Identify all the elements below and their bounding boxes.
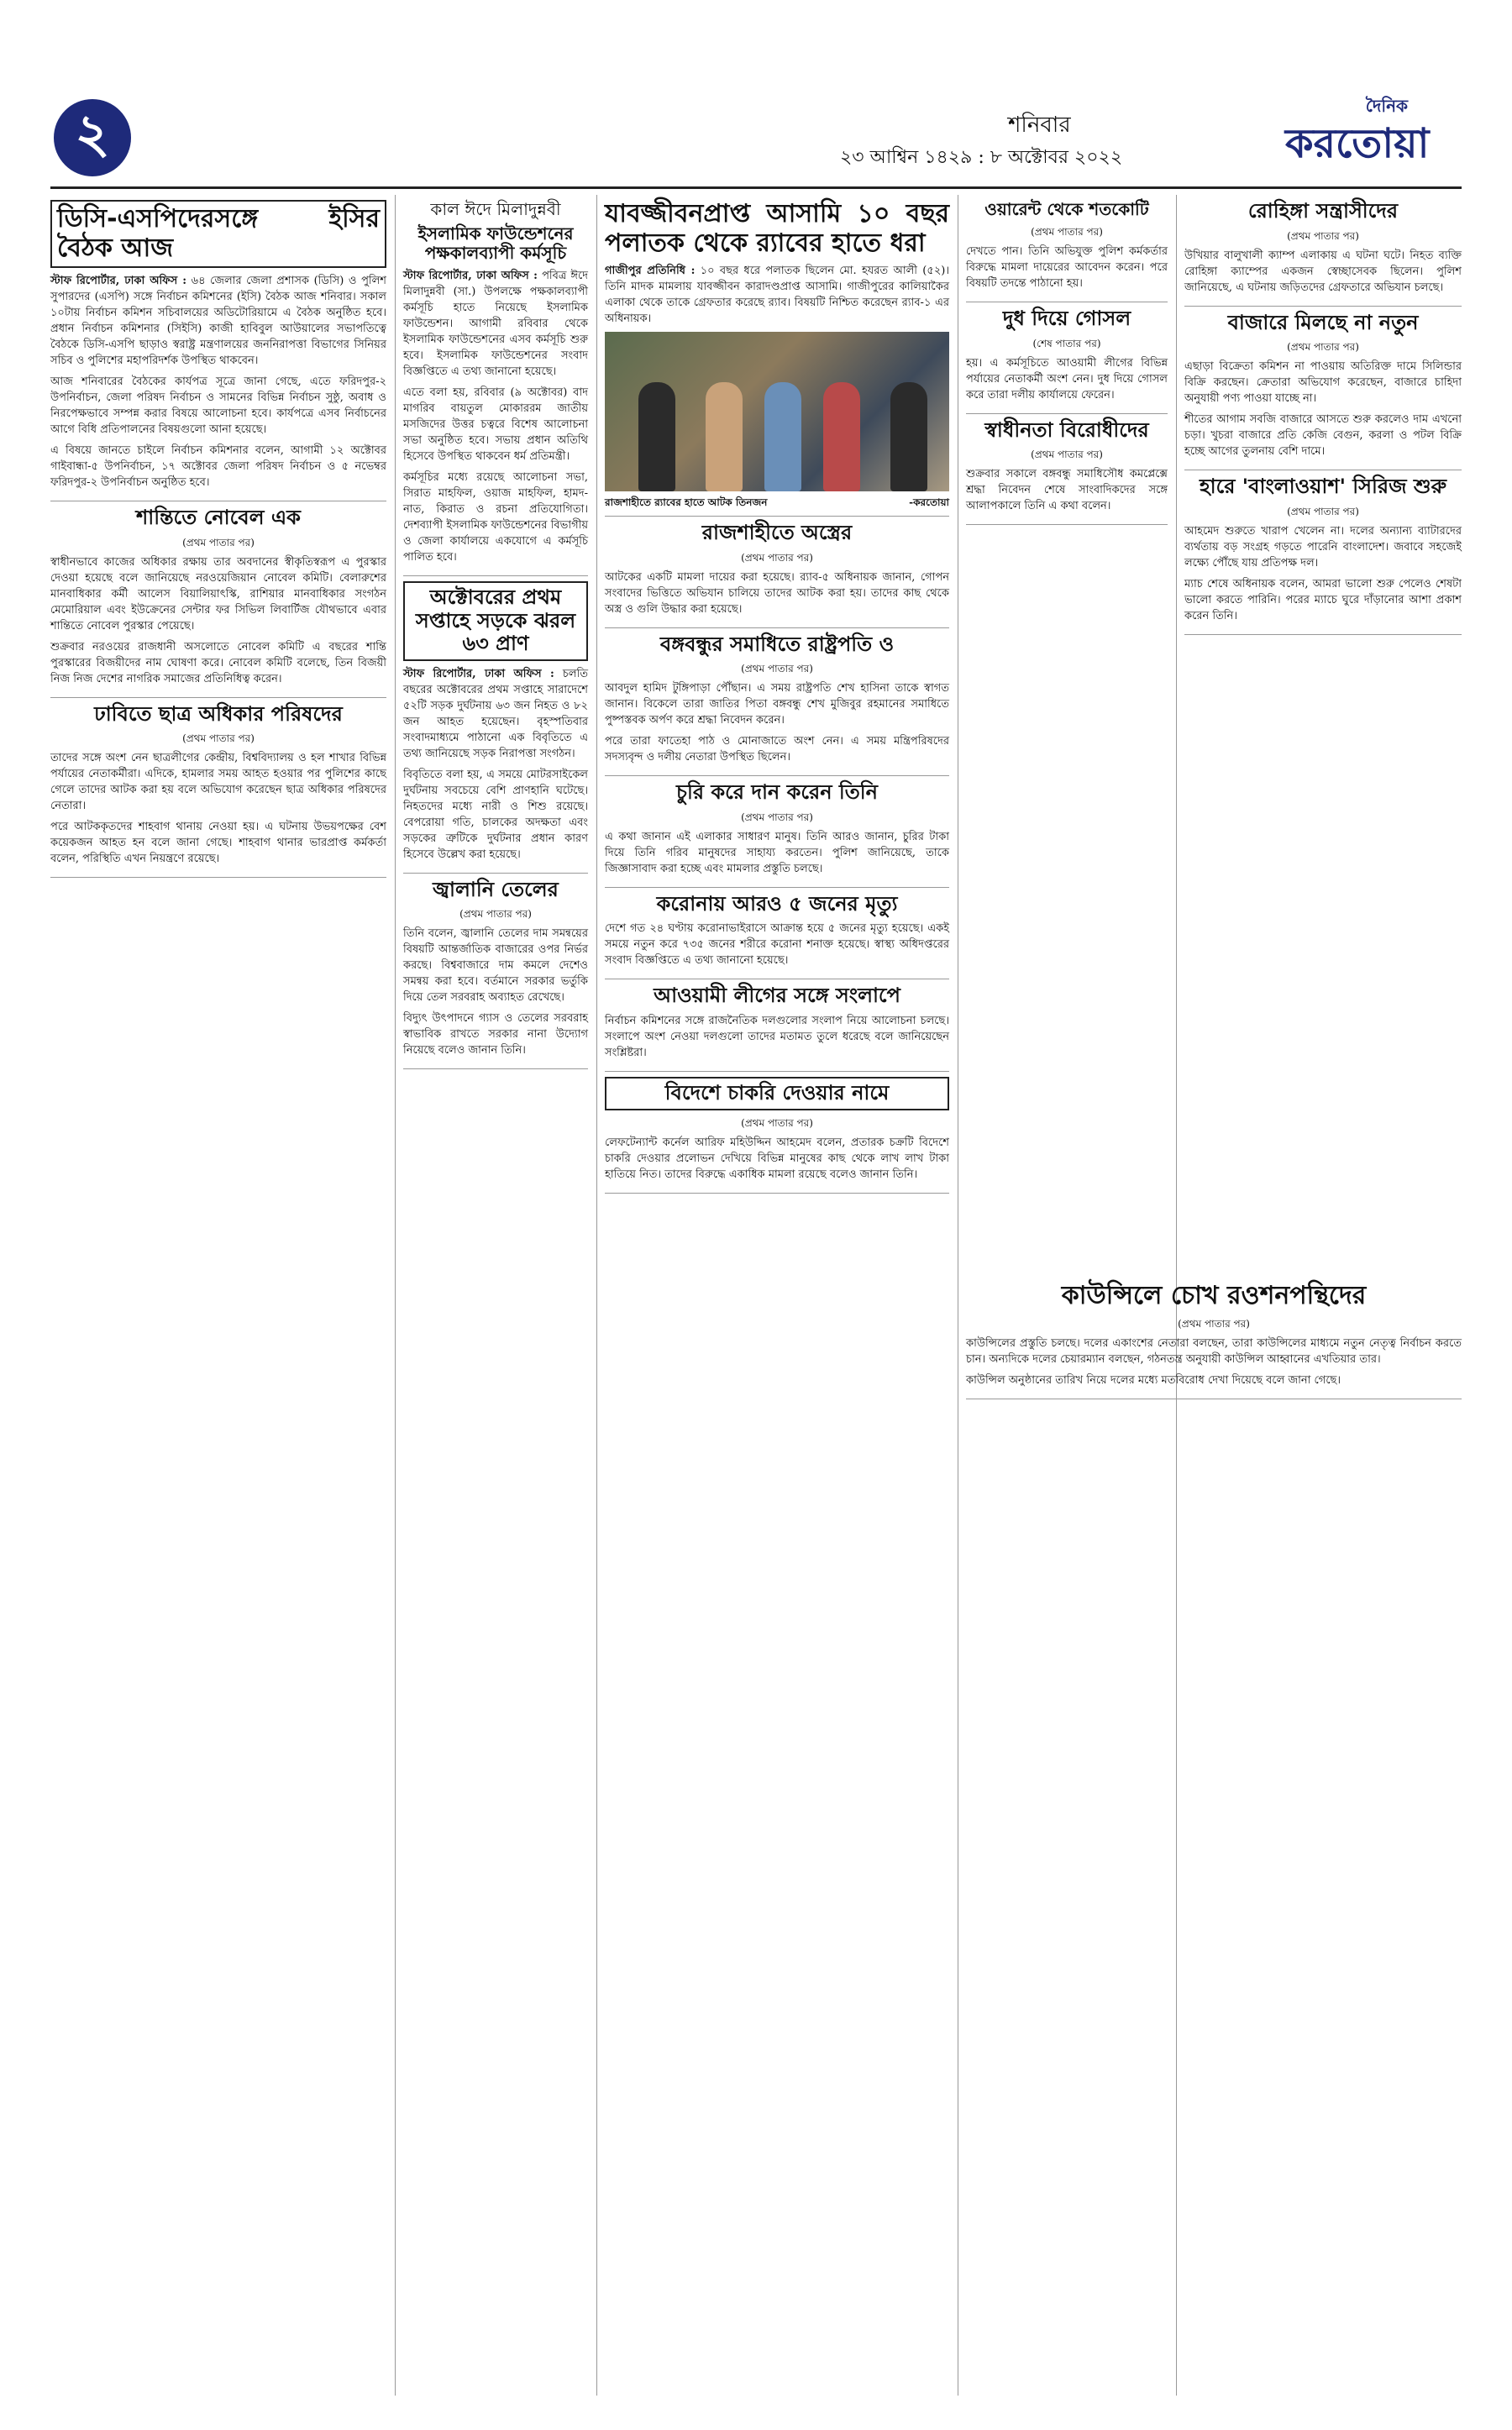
continuation-note: (শেষ পাতার পর) xyxy=(1032,337,1101,349)
column-divider xyxy=(596,195,597,2396)
issue-date: ২৩ আশ্বিন ১৪২৯ : ৮ অক্টোবর ২০২২ xyxy=(840,147,1123,168)
paragraph: শীতের আগাম সবজি বাজারে আসতে শুরু করলেও দাম এখনো চড়া। খুচরা বাজারে প্রতি কেজি বেগুন, করলা ও পটল বিক্রি হচ্ছে আগের তুলনায় বেশি দামে। xyxy=(1184,413,1462,459)
paragraph: উখিয়ার বালুখালী ক্যাম্প এলাকায় এ ঘটনা ঘটে। নিহত ব্যক্তি রোহিঙ্গা ক্যাম্পের একজন স্বেচ্ছাসেবক ছিলেন। পুলিশ জানিয়েছে, এ ঘটনায় জড়িতদের গ্রেফতারে অভিযান চলছে। xyxy=(1184,249,1462,294)
continuation-note: (প্রথম পাতার পর) xyxy=(741,551,813,564)
column-1 xyxy=(50,195,386,883)
headline: স্বাধীনতা বিরোধীদের xyxy=(984,417,1149,442)
headline: শান্তিতে নোবেল এক xyxy=(136,506,301,529)
paragraph: শুক্রবার সকালে বঙ্গবন্ধু সমাধিসৌধ কমপ্লেক্সে শ্রদ্ধা নিবেদন শেষে সাংবাদিকদের সঙ্গে আলাপকালে তিনি এ কথা বলেন। xyxy=(966,468,1168,513)
paragraph: বিদ্যুৎ উৎপাদনে গ্যাস ও তেলের সরবরাহ স্বাভাবিক রাখতে সরকার নানা উদ্যোগ নিয়েছে বলেও জানান তিনি। xyxy=(403,1012,588,1058)
logo-prefix: দৈনিক xyxy=(1365,96,1408,116)
paragraph: দেখতে পান। তিনি অভিযুক্ত পুলিশ কর্মকর্তার বিরুদ্ধে মামলা দায়েরের আবেদন করেন। পরে বিষয়টি তদন্তে পাঠানো হয়। xyxy=(966,245,1168,290)
paragraph: হয়। এ কর্মসূচিতে আওয়ামী লীগের বিভিন্ন পর্যায়ের নেতাকর্মী অংশ নেন। দুধ দিয়ে গোসল করে তারা দলীয় কার্যালয়ে ফেরেন। xyxy=(966,356,1168,402)
paragraph: আজ শনিবারের বৈঠকের কার্যপত্র সূত্রে জানা গেছে, এতে ফরিদপুর-২ উপনির্বাচন, জেলা পরিষদ নির্বাচন ও সামনের বিভিন্ন নির্বাচন সুষ্ঠু, অবাধ ও নিরপেক্ষভাবে সম্পন্ন করার বিষয়ে আলোচনা হবে। কার্যপত্রে এসব নির্বাচনের আগে বিধি প্রতিপালনের বিষয়গুলো আনা হয়েছে। xyxy=(50,375,386,436)
continuation-note: (প্রথম পাতার পর) xyxy=(1287,505,1359,517)
headline: ডিসি-এসপিদেরসঙ্গে ইসির বৈঠক আজ xyxy=(50,200,386,268)
paragraph: পরে তারা ফাতেহা পাঠ ও মোনাজাতে অংশ নেন। এ সময় মন্ত্রিপরিষদের সদস্যবৃন্দ ও দলীয় নেতারা উপস্থিত ছিলেন। xyxy=(605,735,949,764)
paragraph: শুক্রবার নরওয়ের রাজধানী অসলোতে নোবেল কমিটি এ বছরের শান্তি পুরস্কারের বিজয়ীদের নাম ঘোষণা করে। নোবেল কমিটি বলেছে, তিন বিজয়ী নিজ নিজ দেশের নাগরিক সমাজের প্রতিনিধিত্ব করেন। xyxy=(50,640,386,685)
paragraph: আবদুল হামিদ টুঙ্গিপাড়া পৌঁছান। এ সময় রাষ্ট্রপতি শেখ হাসিনা তাকে স্বাগত জানান। বিকেলে তারা জাতির পিতা বঙ্গবন্ধু শেখ মুজিবুর রহমানের সমাধিতে পুষ্পস্তবক অর্পণ করে শ্রদ্ধা নিবেদন করেন। xyxy=(605,682,949,727)
continuation-note: (প্রথম পাতার পর) xyxy=(182,732,255,745)
paragraph: নির্বাচন কমিশনের সঙ্গে রাজনৈতিক দলগুলোর সংলাপ নিয়ে আলোচনা চলছে। সংলাপে অংশ নেওয়া দলগুলো তাদের মতামত তুলে ধরেছে বলে জানিয়েছেন সংশ্লিষ্টরা। xyxy=(605,1014,949,1059)
newspaper-logo xyxy=(1285,94,1462,170)
continuation-note: (প্রথম পাতার পর) xyxy=(459,908,532,921)
story-islamic-foundation xyxy=(403,200,588,576)
headline: চুরি করে দান করেন তিনি xyxy=(676,780,878,805)
story-fuel xyxy=(403,879,588,1070)
column-3 xyxy=(605,195,949,1199)
story-rab-arrest xyxy=(605,200,949,517)
paragraph: স্বাধীনভাবে কাজের অধিকার রক্ষায় তার অবদানের স্বীকৃতিস্বরূপ এ পুরস্কার দেওয়া হয়েছে বলে জানিয়েছে নরওয়েজিয়ান নোবেল কমিটি। বেলারুশের মানবাধিকার কর্মী আলেস বিয়ালিয়াৎস্কি, রাশিয়ার মানবাধিকার সংগঠন মেমোরিয়াল এবং ইউক্রেনের সেন্টার ফর সিভিল লিবার্টিজ যৌথভাবে এবার শান্তিতে নোবেল পুরস্কার পেয়েছে। xyxy=(50,555,386,632)
caption-text: রাজশাহীতে র‍্যাবের হাতে আটক তিনজন xyxy=(605,496,768,508)
paragraph: চলতি বছরের অক্টোবরের প্রথম সপ্তাহে সারাদেশে ৫২টি সড়ক দুর্ঘটনায় ৬৩ জন নিহত ও ৮২ জন আহত হয়েছেন। বৃহস্পতিবার সংবাদমাধ্যমে পাঠানো এক বিবৃতিতে এ তথ্য জানিয়েছে সড়ক নিরাপত্তা সংগঠন। xyxy=(403,667,589,760)
continuation-note: (প্রথম পাতার পর) xyxy=(741,811,813,823)
continuation-note: (প্রথম পাতার পর) xyxy=(1031,449,1103,461)
paragraph: ১০ বছর ধরে পলাতক ছিলেন মো. হযরত আলী (৫২)। তিনি মাদক মামলায় যাবজ্জীবন কারাদণ্ডপ্রাপ্ত আসামি। গাজীপুরের কালিয়াকৈর এলাকা থেকে তাকে গ্রেফতার করেছে র‍্যাব। বিষয়টি নিশ্চিত করেছেন র‍্যাব-১ এর অধিনায়ক। xyxy=(605,265,949,325)
story-council xyxy=(966,1282,1462,1399)
headline: বিদেশে চাকরি দেওয়ার নামে xyxy=(605,1077,949,1110)
headline: রাজশাহীতে অস্ত্রের xyxy=(701,521,853,544)
continuation-note: (প্রথম পাতার পর) xyxy=(1178,1317,1250,1330)
headline: ওয়ারেন্ট থেকে শতকোটি xyxy=(984,199,1149,219)
story-warrant xyxy=(966,200,1168,302)
paragraph: লেফটেন্যান্ট কর্নেল আরিফ মহিউদ্দিন আহমেদ বলেন, প্রতারক চক্রটি বিদেশে চাকরি দেওয়ার প্রলোভন দেখিয়ে বিভিন্ন মানুষের কাছ থেকে লাখ লাখ টাকা হাতিয়ে নিত। তাদের বিরুদ্ধে একাধিক মামলা রয়েছে বলেও জানান তিনি। xyxy=(605,1136,949,1181)
continuation-note: (প্রথম পাতার পর) xyxy=(741,1116,813,1129)
headline: দুধ দিয়ে গোসল xyxy=(1002,307,1131,330)
paragraph: তিনি বলেন, জ্বালানি তেলের দাম সমন্বয়ের বিষয়টি আন্তর্জাতিক বাজারের ওপর নির্ভর করছে। বিশ্ববাজারে দাম কমলে দেশেও সমন্বয় করা হবে। বর্তমানে সরকার ভর্তুকি দিয়ে তেল সরবরাহ অব্যাহত রেখেছে। xyxy=(403,927,588,1005)
paragraph: এ কথা জানান এই এলাকার সাধারণ মানুষ। তিনি আরও জানান, চুরির টাকা দিয়ে তিনি গরিব মানুষদের সাহায্য করতেন। পুলিশ জানিয়েছে, তাকে জিজ্ঞাসাবাদ করা হচ্ছে এবং মামলার প্রস্তুতি চলছে। xyxy=(605,830,949,875)
headline: অক্টোবরের প্রথম সপ্তাহে সড়কে ঝরল ৬৩ প্রাণ xyxy=(403,581,588,661)
story-anti-liberation xyxy=(966,419,1168,526)
paragraph: ম্যাচ শেষে অধিনায়ক বলেন, আমরা ভালো শুরু পেলেও শেষটা ভালো করতে পারিনি। পরের ম্যাচে ঘুরে দাঁড়ানোর আশা প্রকাশ করেন তিনি। xyxy=(1184,577,1462,622)
paragraph: এ বিষয়ে জানতে চাইলে নির্বাচন কমিশনার বলেন, আগামী ১২ অক্টোবর গাইবান্ধা-৫ উপনির্বাচন, ১৭ অক্টোবর জেলা পরিষদ নির্বাচন ও ৫ নভেম্বর ফরিদপুর-২ উপনির্বাচন অনুষ্ঠিত হবে। xyxy=(50,444,386,489)
logo-title: করতোয়া xyxy=(1285,120,1430,167)
paragraph: কর্মসূচির মধ্যে রয়েছে আলোচনা সভা, সিরাত মাহফিল, ওয়াজ মাহফিল, হামদ-নাত, কিরাত ও রচনা প্রতিযোগিতা। দেশব্যাপী ইসলামিক ফাউন্ডেশনের বিভাগীয় ও জেলা কার্যালয়ে একযোগে এ কর্মসূচি পালিত হবে। xyxy=(403,471,588,564)
masthead-rule xyxy=(50,186,1462,189)
paragraph: এছাড়া বিক্রেতা কমিশন না পাওয়ায় অতিরিক্ত দামে সিলিন্ডার বিক্রি করছেন। ক্রেতারা অভিযোগ করেছেন, বাজারে চাহিদা অনুযায়ী পণ্য পাওয়া যাচ্ছে না। xyxy=(1184,360,1462,406)
paragraph: কাউন্সিল অনুষ্ঠানের তারিখ নিয়ে দলের মধ্যে মতবিরোধ দেখা দিয়েছে বলে জানা গেছে। xyxy=(966,1373,1341,1387)
person-figure xyxy=(890,382,927,491)
photo-credit: -করতোয়া xyxy=(909,496,949,508)
continuation-note: (প্রথম পাতার পর) xyxy=(1031,226,1103,238)
byline: গাজীপুর প্রতিনিধি : xyxy=(605,265,696,277)
story-rohingya xyxy=(1184,200,1462,307)
headline: করোনায় আরও ৫ জনের মৃত্যু xyxy=(656,891,898,916)
headline: ইসলামিক ফাউন্ডেশনের পক্ষকালব্যাপী কর্মসূচি xyxy=(417,223,574,263)
paragraph: তাদের সঙ্গে অংশ নেন ছাত্রলীগের কেন্দ্রীয়, বিশ্ববিদ্যালয় ও হল শাখার বিভিন্ন পর্যায়ের নেতাকর্মীরা। এদিকে, হামলার সময় আহত হওয়ার পর পুলিশের কাছে গেলে তাদের আটক করা হয় বলে অভিযোগ করেছেন ছাত্র অধিকার পরিষদের নেতারা। xyxy=(50,752,386,813)
byline: স্টাফ রিপোর্টার, ঢাকা অফিস : xyxy=(50,275,187,287)
paragraph: আটকের একটি মামলা দায়ের করা হয়েছে। র‍্যাব-৫ অধিনায়ক জানান, গোপন সংবাদের ভিত্তিতে অভিযান চালিয়ে তাদের আটক করা হয়। তাদের কাছ থেকে অস্ত্র ও গুলি উদ্ধার করা হয়েছে। xyxy=(605,570,949,616)
story-dhaka-university xyxy=(50,703,386,879)
headline: বঙ্গবন্ধুর সমাধিতে রাষ্ট্রপতি ও xyxy=(659,632,895,656)
story-road-accidents xyxy=(403,581,588,874)
paragraph: এতে বলা হয়, রবিবার (৯ অক্টোবর) বাদ মাগরিব বায়তুল মোকাররম জাতীয় মসজিদের উত্তর চত্বরে বিশেষ আলোচনা সভা অনুষ্ঠিত হবে। সভায় প্রধান অতিথি হিসেবে উপস্থিত থাকবেন ধর্ম প্রতিমন্ত্রী। xyxy=(403,386,588,463)
headline: হারে 'বাংলাওয়াশ' সিরিজ শুরু xyxy=(1200,475,1446,499)
story-theft-donation xyxy=(605,781,949,888)
column-5 xyxy=(1184,195,1462,640)
kicker: কাল ঈদে মিলাদুন্নবী xyxy=(430,199,561,219)
byline: স্টাফ রিপোর্টার, ঢাকা অফিস : xyxy=(403,270,538,282)
headline: যাবজ্জীবনপ্রাপ্ত আসামি ১০ বছর পলাতক থেকে র‍্যাবের হাতে ধরা xyxy=(605,199,949,258)
paragraph: দেশে গত ২৪ ঘণ্টায় করোনাভাইরাসে আক্রান্ত হয়ে ৫ জনের মৃত্যু হয়েছে। একই সময়ে নতুন করে ৭৩৫ জনের শরীরে করোনা শনাক্ত হয়েছে। স্বাস্থ্য অধিদপ্তরের সংবাদ বিজ্ঞপ্তিতে এ তথ্য জানানো হয়েছে। xyxy=(605,922,949,968)
story-nobel xyxy=(50,506,386,698)
story-cricket xyxy=(1184,475,1462,635)
story-job-fraud xyxy=(605,1077,949,1194)
weekday: শনিবার xyxy=(1008,113,1071,138)
story-market xyxy=(1184,312,1462,471)
story-ec-meeting xyxy=(50,200,386,501)
paragraph: কাউন্সিলের প্রস্তুতি চলছে। দলের একাংশের নেতারা বলছেন, তারা কাউন্সিলের মাধ্যমে নতুন নেতৃত্ব নির্বাচন করতে চান। অন্যদিকে দলের চেয়ারম্যান বলছেন, গঠনতন্ত্র অনুযায়ী কাউন্সিল আহ্বানের এখতিয়ার তার। xyxy=(966,1336,1462,1366)
story-milk-bath xyxy=(966,307,1168,414)
paragraph: পবিত্র ঈদে মিলাদুন্নবী (সা.) উপলক্ষে পক্ষকালব্যাপী কর্মসূচি হাতে নিয়েছে ইসলামিক ফাউন্ডেশন। আগামী রবিবার থেকে ইসলামিক ফাউন্ডেশনের এসব কর্মসূচি শুরু হবে। ইসলামিক ফাউন্ডেশনের সংবাদ বিজ্ঞপ্তিতে এ তথ্য জানানো হয়েছে। xyxy=(403,270,588,378)
photo-caption xyxy=(605,495,949,511)
headline: রোহিঙ্গা সন্ত্রাসীদের xyxy=(1247,199,1399,223)
story-president-tomb xyxy=(605,633,949,777)
story-awami-dialogue xyxy=(605,984,949,1072)
paragraph: পরে আটককৃতদের শাহবাগ থানায় নেওয়া হয়। এ ঘটনায় উভয়পক্ষের বেশ কয়েকজন আহত হন বলে জানা গেছে। শাহবাগ থানার ভারপ্রাপ্ত কর্মকর্তা বলেন, পরিস্থিতি এখন নিয়ন্ত্রণে রয়েছে। xyxy=(50,821,386,866)
continuation-note: (প্রথম পাতার পর) xyxy=(182,536,255,548)
byline: স্টাফ রিপোর্টার, ঢাকা অফিস : xyxy=(403,667,554,680)
paragraph: বিবৃতিতে বলা হয়, এ সময়ে মোটরসাইকেল দুর্ঘটনায় সবচেয়ে বেশি প্রাণহানি ঘটেছে। নিহতদের মধ্যে নারী ও শিশু রয়েছে। বেপরোয়া গতি, চালকের অদক্ষতা এবং সড়কের ত্রুটিকে দুর্ঘটনার প্রধান কারণ হিসেবে উল্লেখ করা হয়েছে। xyxy=(403,768,588,861)
wide-story-area xyxy=(966,1277,1462,1404)
continuation-note: (প্রথম পাতার পর) xyxy=(1287,341,1359,354)
column-divider xyxy=(395,195,396,2396)
column-2 xyxy=(403,195,588,1074)
headline: কাউন্সিলে চোখ রওশনপন্থিদের xyxy=(1061,1281,1367,1310)
person-figure xyxy=(638,382,675,491)
person-figure xyxy=(764,382,801,491)
column-4 xyxy=(966,195,1168,530)
story-rajshahi-arms xyxy=(605,522,949,628)
page-number-badge: ২ xyxy=(54,99,131,176)
continuation-note: (প্রথম পাতার পর) xyxy=(1287,229,1359,242)
headline: বাজারে মিলছে না নতুন xyxy=(1227,310,1419,334)
headline: ঢাবিতে ছাত্র অধিকার পরিষদের xyxy=(94,701,343,726)
news-photo xyxy=(605,332,949,491)
story-corona xyxy=(605,893,949,980)
masthead xyxy=(0,0,1512,193)
headline: আওয়ামী লীগের সঙ্গে সংলাপে xyxy=(654,984,900,1008)
paragraph: ৬৪ জেলার জেলা প্রশাসক (ডিসি) ও পুলিশ সুপারদের (এসপি) সঙ্গে নির্বাচন কমিশনের (ইসি) বৈঠক আজ শনিবার। সকাল ১০টায় নির্বাচন কমিশন সচিবালয়ের অডিটোরিয়ামে এ বৈঠক অনুষ্ঠিত হবে। প্রধান নির্বাচন কমিশনার (সিইসি) কাজী হাবিবুল আউয়ালের সভাপতিত্বে বৈঠকে ডিসি-এসপি ছাড়াও স্বরাষ্ট্র মন্ত্রণালয়ের জননিরাপত্তা বিভাগের সিনিয়র সচিব ও পুলিশের মহাপরিদর্শক উপস্থিত থাকবেন। xyxy=(50,275,386,367)
paragraph: আহমেদ শুরুতে খারাপ খেলেন না। দলের অন্যান্য ব্যাটারদের ব্যর্থতায় বড় সংগ্রহ গড়তে পারেনি বাংলাদেশ। জবাবে সহজেই লক্ষ্যে পৌঁছে যায় প্রতিপক্ষ দল। xyxy=(1184,524,1462,569)
continuation-note: (প্রথম পাতার পর) xyxy=(741,663,813,675)
person-figure xyxy=(823,382,860,491)
person-figure xyxy=(706,382,743,491)
headline: জ্বালানি তেলের xyxy=(433,877,559,901)
